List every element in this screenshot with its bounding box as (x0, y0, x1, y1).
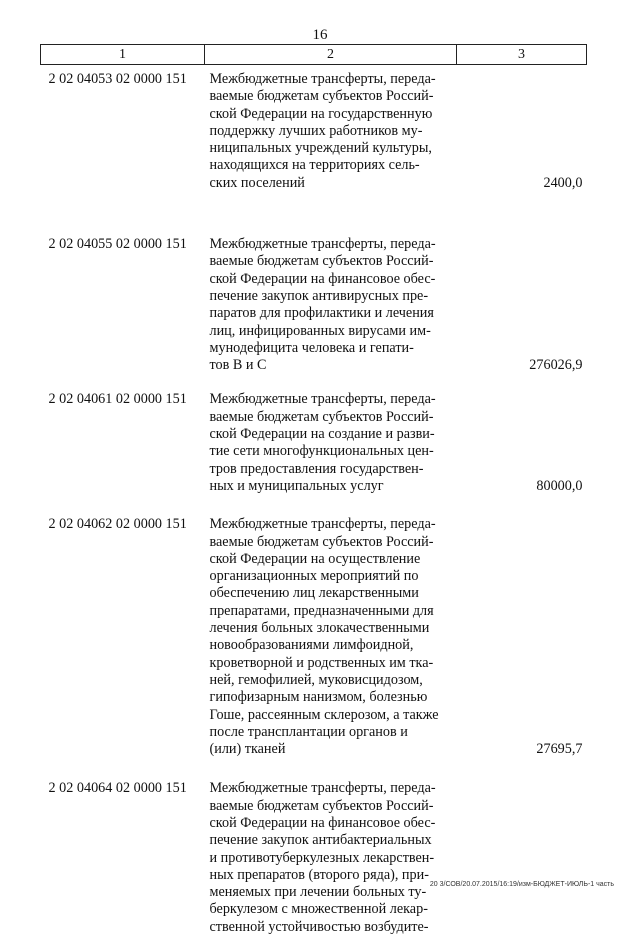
amount-value: 2400,0 (543, 174, 583, 191)
description-line: ской Федерации на финансовое обес- (209, 814, 436, 831)
description-line: тие сети многофункциональных цен- (209, 443, 434, 460)
table-row (41, 505, 587, 770)
description-line: тов В и С (209, 357, 267, 374)
description-line: Межбюджетные трансферты, переда- (209, 71, 436, 87)
budget-code: 2 02 04062 02 0000 151 (48, 516, 187, 533)
description-line: организационных мероприятий по (209, 568, 419, 585)
column-header-code: 1 (41, 45, 205, 65)
budget-code: 2 02 04064 02 0000 151 (48, 780, 187, 797)
amount-value: 27695,7 (536, 741, 583, 758)
column-header-amount: 3 (457, 45, 587, 65)
description-line: ных и муниципальных услуг (209, 477, 384, 494)
description-line: поддержку лучших работников му- (209, 122, 423, 139)
table-row (41, 65, 587, 217)
description-line: ской Федерации на осуществление (209, 550, 421, 567)
column-header-description: 2 (205, 45, 457, 65)
description-line: гипофизарным нанизмом, болезнью (209, 689, 428, 706)
description-line: ских поселений (209, 174, 305, 191)
amount-value (457, 770, 587, 936)
budget-code: 2 02 04053 02 0000 151 (48, 71, 187, 87)
table-header-row (41, 45, 587, 65)
description-line: ных препаратов (второго ряда), при- (209, 866, 429, 883)
description-line: беркулезом с множественной лекар- (209, 901, 428, 918)
page-number: 16 (312, 27, 328, 43)
description-line: ниципальных учреждений культуры, (209, 140, 432, 157)
description-line: печение закупок антивирусных пре- (209, 287, 429, 304)
budget-table (40, 44, 587, 936)
description-line: ской Федерации на финансовое обес- (209, 270, 436, 287)
description-line: находящихся на территориях сель- (209, 157, 420, 174)
description-line: меняемых при лечении больных ту- (209, 884, 427, 901)
description-line: и противотуберкулезных лекарствен- (209, 849, 435, 866)
description-line: Межбюджетные трансферты, переда- (209, 236, 436, 253)
description-line: тров предоставления государствен- (209, 460, 424, 477)
description-line: мунодефицита человека и гепати- (209, 339, 414, 356)
description-line: препаратами, предназначенными для (209, 602, 434, 619)
description-line: Межбюджетные трансферты, переда- (209, 391, 436, 408)
table-row (41, 770, 587, 936)
transfer-description (205, 770, 457, 936)
description-line: ственной устойчивостью возбудите- (209, 918, 429, 935)
description-line: Межбюджетные трансферты, переда- (209, 780, 436, 797)
description-line: после трансплантации органов и (209, 723, 408, 740)
transfer-description (205, 216, 457, 384)
transfer-description (205, 65, 457, 217)
description-line: ваемые бюджетам субъектов Россий- (209, 253, 434, 270)
description-line: кроветворной и родственных им тка- (209, 654, 434, 671)
budget-code: 2 02 04055 02 0000 151 (48, 236, 187, 253)
transfer-description (205, 384, 457, 505)
description-line: ваемые бюджетам субъектов Россий- (209, 797, 434, 814)
amount-value: 80000,0 (536, 477, 583, 494)
document-footer: 20 3/СОВ/20.07.2015/16:19/изм-БЮДЖЕТ-ИЮЛЬ-1 часть (429, 881, 614, 888)
description-line: печение закупок антибактериальных (209, 832, 432, 849)
description-line: ваемые бюджетам субъектов Россий- (209, 408, 434, 425)
amount-value: 276026,9 (529, 357, 583, 374)
description-line: лиц, инфицированных вирусами им- (209, 322, 431, 339)
table-row (41, 384, 587, 505)
description-line: Гоше, рассеянным склерозом, а также (209, 706, 439, 723)
description-line: паратов для профилактики и лечения (209, 305, 434, 322)
description-line: ваемые бюджетам субъектов Россий- (209, 88, 434, 105)
description-line: ваемые бюджетам субъектов Россий- (209, 533, 434, 550)
description-line: обеспечению лиц лекарственными (209, 585, 419, 602)
transfer-description (205, 505, 457, 770)
table-row (41, 216, 587, 384)
description-line: Межбюджетные трансферты, переда- (209, 516, 436, 533)
description-line: ской Федерации на государственную (209, 105, 433, 122)
budget-code: 2 02 04061 02 0000 151 (48, 391, 187, 408)
description-line: ской Федерации на создание и разви- (209, 426, 435, 443)
description-line: (или) тканей (209, 741, 286, 758)
description-line: лечения больных злокачественными (209, 620, 430, 637)
description-line: новообразованиями лимфоидной, (209, 637, 414, 654)
description-line: ней, гемофилией, муковисцидозом, (209, 671, 423, 688)
